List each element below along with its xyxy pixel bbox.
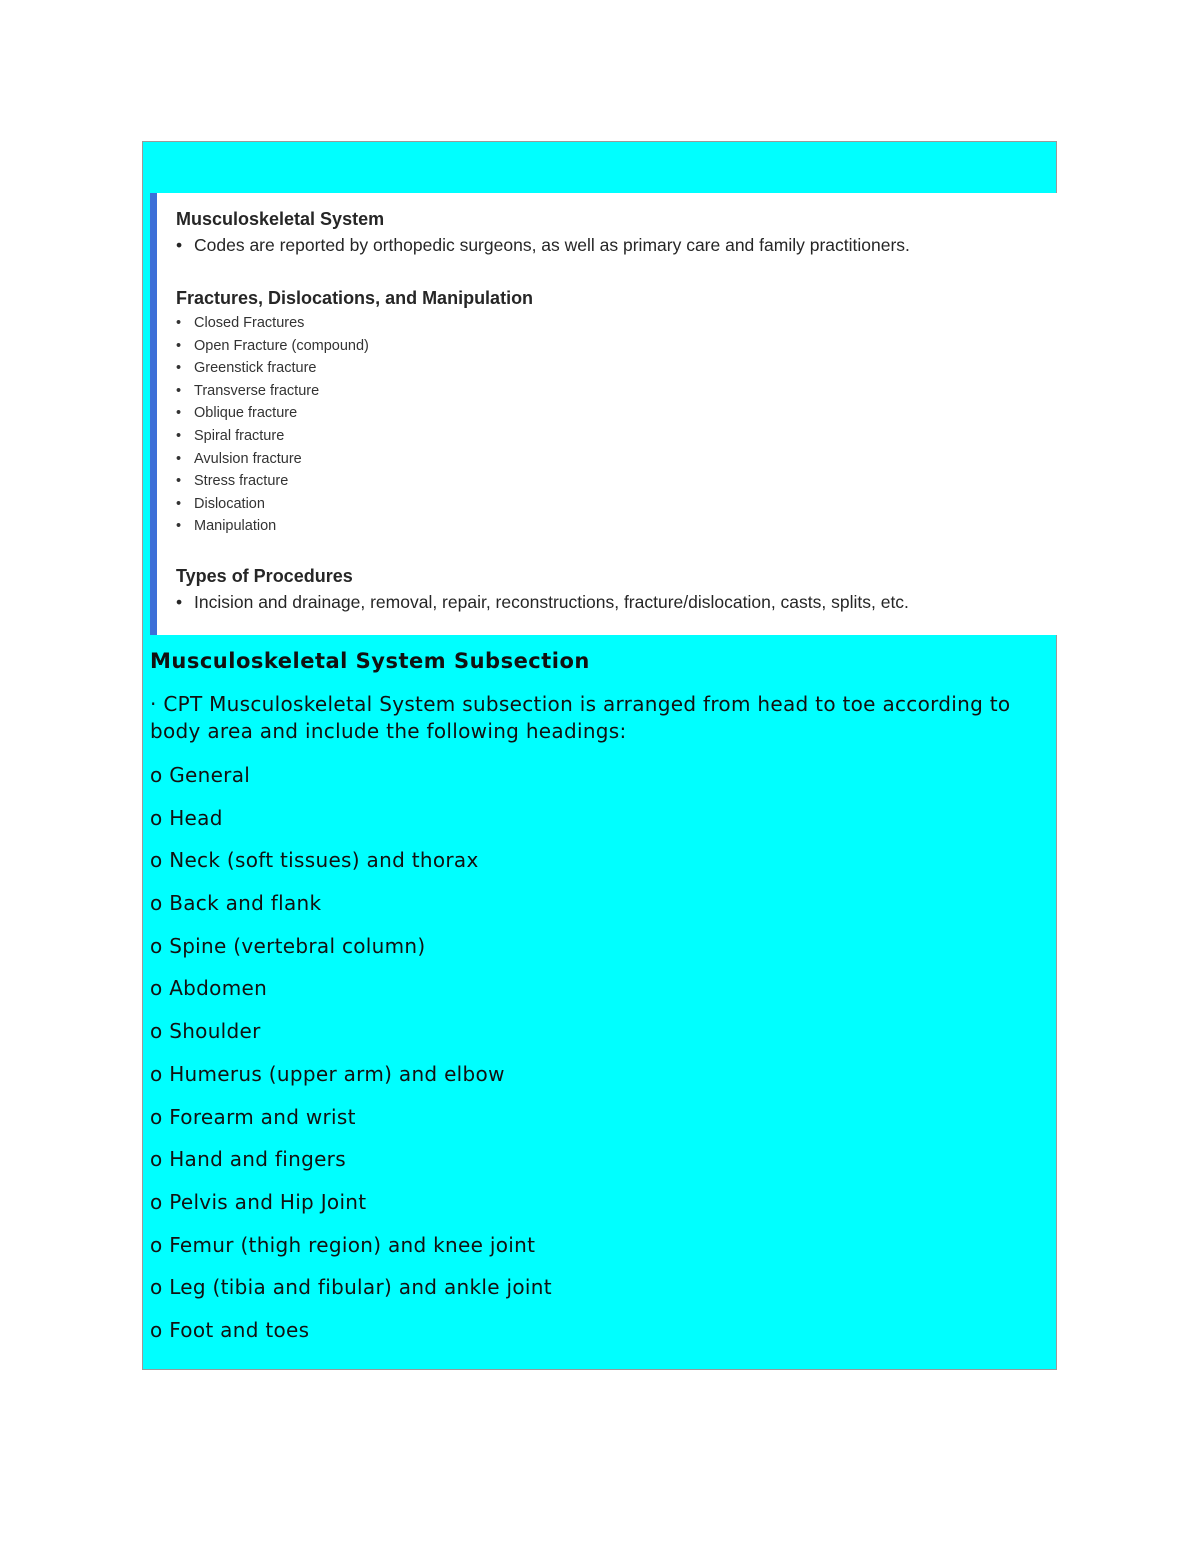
- list-item: o Spine (vertebral column): [150, 933, 426, 958]
- bullet-dot: •: [176, 450, 182, 467]
- list-item: o Forearm and wrist: [150, 1104, 356, 1129]
- list-item: o Pelvis and Hip Joint: [150, 1189, 367, 1214]
- slide-bullet-codes-text: Codes are reported by orthopedic surgeons, as well as primary care and family practitioners.: [194, 235, 910, 255]
- bullet-dot: •: [176, 592, 183, 612]
- slide-bullet-procedures: [176, 591, 909, 613]
- slide-heading-musculoskeletal: Musculoskeletal System: [176, 209, 385, 229]
- list-item-text: Stress fracture: [194, 473, 289, 490]
- list-item-text: Greenstick fracture: [194, 360, 317, 377]
- list-item: o Neck (soft tissues) and thorax: [150, 848, 479, 873]
- bullet-dot: •: [176, 337, 182, 354]
- list-item-text: Open Fracture (compound): [194, 337, 369, 354]
- list-item: [176, 448, 369, 471]
- list-item-text: Closed Fractures: [194, 315, 305, 331]
- heading-list: [150, 761, 552, 1359]
- bullet-dot: •: [176, 427, 182, 444]
- section-title: Musculoskeletal System Subsection: [150, 649, 590, 673]
- list-item: [176, 335, 369, 358]
- bullet-dot: •: [176, 495, 182, 512]
- list-item-text: Transverse fracture: [194, 382, 320, 399]
- list-item: [176, 402, 369, 425]
- bullet-dot: •: [176, 315, 182, 331]
- list-item: o Head: [150, 805, 223, 830]
- list-item: o Femur (thigh region) and knee joint: [150, 1232, 536, 1257]
- list-item: [176, 515, 369, 538]
- list-item: [176, 425, 369, 448]
- list-item: [176, 380, 369, 403]
- embedded-slide-image: [150, 193, 1058, 635]
- list-item-text: Manipulation: [194, 518, 277, 535]
- slide-heading-fractures: Fractures, Dislocations, and Manipulation: [176, 288, 534, 308]
- list-item-text: Oblique fracture: [194, 405, 298, 422]
- list-item: [176, 470, 369, 493]
- list-item: [176, 312, 369, 335]
- slide-heading-procedures: Types of Procedures: [176, 566, 353, 586]
- list-item: [176, 357, 369, 380]
- bullet-dot: •: [176, 405, 182, 422]
- fracture-list: [176, 312, 369, 538]
- document-box: [142, 141, 1057, 1370]
- list-item: o Shoulder: [150, 1019, 261, 1044]
- subsection-section: [150, 647, 1040, 1342]
- list-item-text: Spiral fracture: [194, 427, 285, 444]
- list-item: o Abdomen: [150, 976, 268, 1001]
- list-item: o Foot and toes: [150, 1317, 310, 1342]
- list-item: [176, 493, 369, 516]
- list-item: o Hand and fingers: [150, 1147, 346, 1172]
- slide-bullet-procedures-text: Incision and drainage, removal, repair, reconstructions, fracture/dislocation, casts, splits, etc.: [194, 592, 909, 612]
- list-item: o Humerus (upper arm) and elbow: [150, 1061, 505, 1086]
- bullet-dot: •: [176, 473, 182, 490]
- list-item: o Leg (tibia and fibular) and ankle joint: [150, 1275, 552, 1300]
- list-item-text: Avulsion fracture: [194, 450, 302, 467]
- bullet-dot: •: [176, 518, 182, 535]
- slide-bullet-codes: [176, 234, 910, 256]
- section-intro: · CPT Musculoskeletal System subsection is arranged from head to toe according to body area and include the following headings:: [150, 692, 1011, 743]
- list-item-text: Dislocation: [194, 495, 265, 512]
- bullet-dot: •: [176, 235, 183, 255]
- slide-accent-bar: [150, 193, 157, 635]
- bullet-dot: •: [176, 360, 182, 377]
- list-item: o General: [150, 763, 251, 787]
- bullet-dot: •: [176, 382, 182, 399]
- list-item: o Back and flank: [150, 891, 322, 916]
